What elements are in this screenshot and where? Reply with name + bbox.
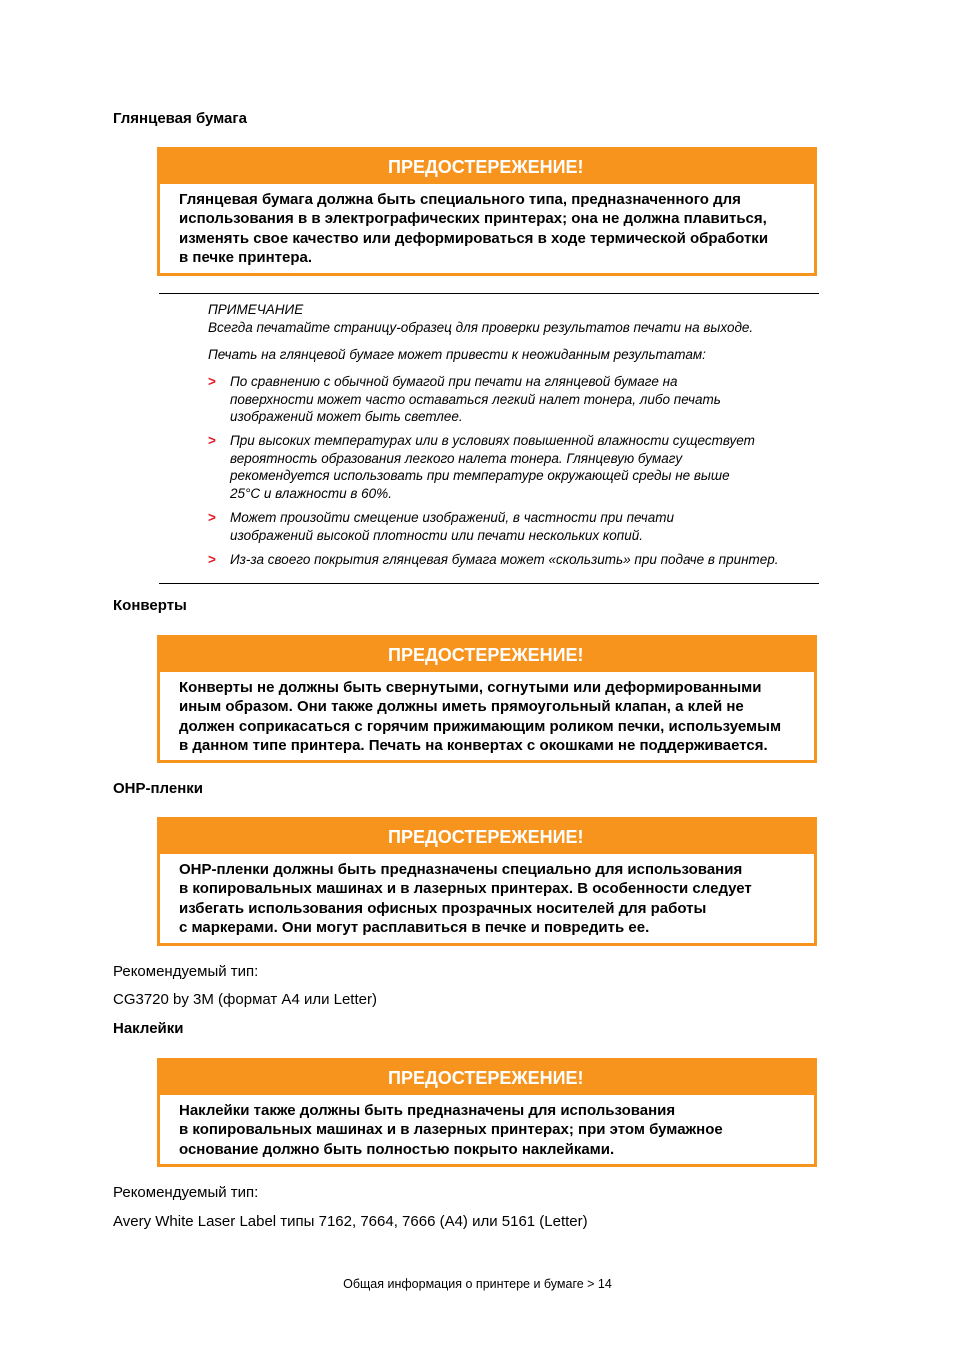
warning-title: ПРЕДОСТЕРЕЖЕНИЕ! [160, 820, 814, 854]
warning-line: Конверты не должны быть свернутыми, согнутыми или деформированными [179, 679, 762, 696]
note-intro [208, 346, 818, 364]
warning-text [160, 1095, 814, 1167]
heading-ohp-films: OHP-пленки [113, 780, 204, 797]
warning-line: с маркерами. Они могут расплавиться в печке и повредить ее. [179, 918, 650, 936]
bullet-line: Из-за своего покрытия глянцевая бумага может «скользить» при подаче в принтер. [230, 552, 779, 567]
warning-line: основание должно быть полностью покрыто наклейками. [179, 1140, 615, 1158]
bullet-text [230, 509, 674, 544]
bullet-line: изображений может быть светлее. [230, 409, 463, 425]
note-line-1: Всегда печатайте страницу-образец для проверки результатов печати на выходе. [208, 319, 754, 335]
labels-recommended-label: Рекомендуемый тип: [113, 1184, 259, 1201]
bullet-line: Может произойти смещение изображений, в частности при печати [230, 510, 674, 525]
labels-recommended-value: Avery White Laser Label типы 7162, 7664, 7666 (A4) или 5161 (Letter) [113, 1213, 588, 1230]
warning-line: избегать использования офисных прозрачных носителей для работы [179, 899, 707, 917]
note-top-rule [159, 293, 819, 294]
bullet-text [230, 551, 779, 569]
heading-envelopes: Конверты [113, 597, 187, 614]
warning-line: в данном типе принтера. Печать на конвертах с окошками не поддерживается. [179, 736, 768, 754]
warning-line: в копировальных машинах и в лазерных принтерах; при этом бумажное [179, 1121, 723, 1139]
warning-line: в печке принтера. [179, 248, 313, 266]
bullet-marker: > [208, 552, 216, 567]
warning-text [160, 672, 814, 763]
note-block [208, 301, 818, 336]
bullet-line: При высоких температурах или в условиях повышенной влажности существует [230, 433, 755, 448]
bullet-line: По сравнению с обычной бумагой при печати на глянцевой бумаге на [230, 374, 678, 389]
bullet-line: 25°C и влажности в 60%. [230, 486, 392, 502]
ohp-recommended-label: Рекомендуемый тип: [113, 963, 259, 980]
bullet-text [230, 432, 755, 503]
warning-title: ПРЕДОСТЕРЕЖЕНИЕ! [160, 150, 814, 184]
bullet-line: рекомендуется использовать при температуре окружающей среды не выше [230, 468, 730, 484]
warning-title: ПРЕДОСТЕРЕЖЕНИЕ! [160, 638, 814, 672]
note-line-2: Печать на глянцевой бумаге может привести к неожиданным результатам: [208, 347, 706, 362]
warning-line: изменять свое качество или деформироваться в ходе термической обработки [179, 229, 769, 247]
bullet-line: изображений высокой плотности или печати нескольких копий. [230, 527, 643, 543]
page-footer: Общая информация о принтере и бумаге > 14 [343, 1277, 612, 1291]
bullet-marker: > [208, 374, 216, 389]
bullet-line: поверхности может часто оставаться легкий налет тонера, либо печать [230, 391, 721, 407]
warning-line: OHP-пленки должны быть предназначены специально для использования [179, 861, 743, 878]
warning-line: Глянцевая бумага должна быть специального типа, предназначенного для [179, 191, 741, 208]
warning-line: иным образом. Они также должны иметь прямоугольный клапан, а клей не [179, 698, 744, 716]
warning-title: ПРЕДОСТЕРЕЖЕНИЕ! [160, 1061, 814, 1095]
warning-box-glossy [157, 147, 817, 276]
ohp-recommended-value: CG3720 by 3M (формат A4 или Letter) [113, 991, 377, 1008]
note-bottom-rule [159, 583, 819, 584]
warning-line: Наклейки также должны быть предназначены для использования [179, 1102, 676, 1119]
bullet-line: вероятность образования легкого налета тонера. Глянцевую бумагу [230, 450, 683, 466]
warning-box-labels [157, 1058, 817, 1167]
warning-box-envelopes [157, 635, 817, 763]
heading-labels: Наклейки [113, 1020, 184, 1037]
heading-glossy-paper: Глянцевая бумага [113, 110, 247, 127]
bullet-text [230, 373, 721, 426]
warning-line: в копировальных машинах и в лазерных принтерах. В особенности следует [179, 880, 752, 898]
warning-line: использования в в электрографических принтерах; она не должна плавиться, [179, 210, 767, 228]
bullet-marker: > [208, 510, 216, 525]
note-label: ПРИМЕЧАНИЕ [208, 302, 304, 317]
bullet-marker: > [208, 433, 216, 448]
warning-text [160, 184, 814, 275]
warning-text [160, 854, 814, 945]
warning-box-ohp [157, 817, 817, 946]
warning-line: должен соприкасаться с горячим прижимающим роликом печки, используемым [179, 717, 782, 735]
